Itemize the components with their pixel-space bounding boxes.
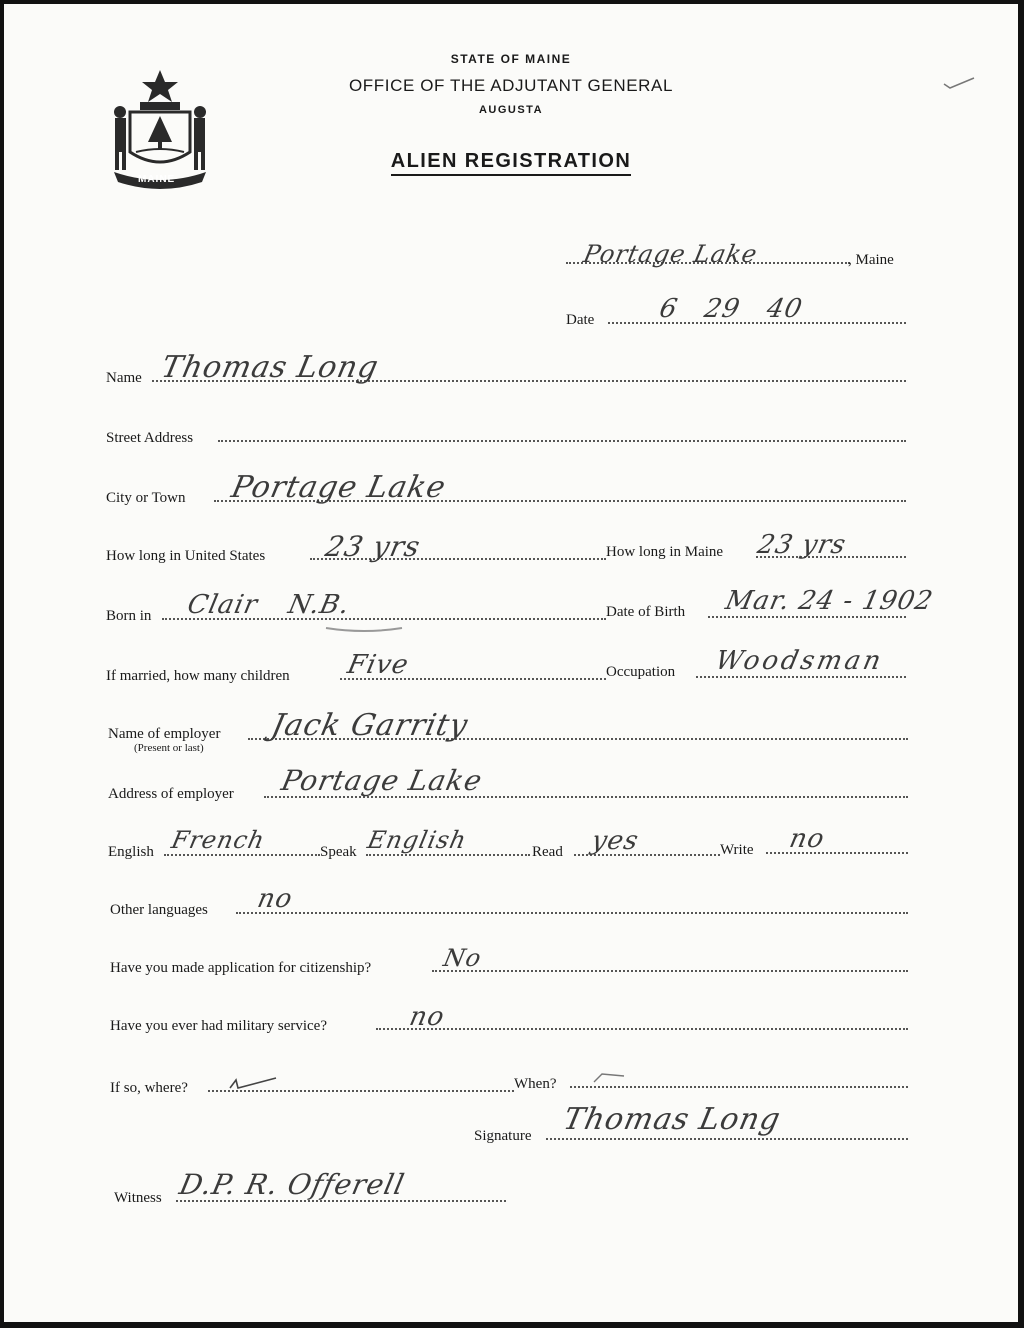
- employer-label: Name of employer: [108, 726, 221, 742]
- where-label: If so, where?: [110, 1080, 188, 1096]
- form-title: ALIEN REGISTRATION: [4, 150, 1018, 173]
- when-line: [570, 1086, 908, 1088]
- signature-line: [546, 1138, 908, 1140]
- how-long-maine-label: How long in Maine: [606, 544, 724, 560]
- check-mark-icon: [942, 76, 976, 90]
- military-label: Have you ever had military service?: [110, 1018, 327, 1034]
- citizenship-label: Have you made application for citizenship?: [110, 960, 372, 976]
- name-label: Name: [106, 370, 142, 386]
- born-in-value: Clair N.B.: [184, 590, 353, 620]
- other-languages-value: no: [254, 884, 296, 914]
- registration-form-page: [4, 4, 1018, 1322]
- date-of-birth-line: [708, 616, 906, 618]
- employer-address-value: Portage Lake: [278, 764, 486, 797]
- military-line: [376, 1028, 908, 1030]
- witness-label: Witness: [114, 1190, 162, 1206]
- signature-value: Thomas Long: [560, 1102, 784, 1137]
- write-value: no: [786, 824, 828, 854]
- city-label: City or Town: [106, 490, 186, 506]
- when-label: When?: [514, 1076, 557, 1092]
- city-heading: AUGUSTA: [478, 104, 544, 116]
- pencil-underline-mark: [324, 622, 404, 634]
- children-label: If married, how many children: [106, 668, 290, 684]
- english-value: French: [169, 826, 268, 854]
- name-value: Thomas Long: [158, 350, 382, 385]
- read-label: Read: [532, 844, 563, 860]
- employer-sublabel: (Present or last): [134, 742, 204, 754]
- date-of-birth-label: Date of Birth: [606, 604, 686, 620]
- date-value: 6 29 40: [656, 294, 806, 324]
- citizenship-line: [432, 970, 908, 972]
- street-address-line: [218, 440, 906, 442]
- witness-value: D.P. R. Offerell: [176, 1168, 408, 1201]
- military-value: no: [406, 1002, 448, 1032]
- speak-line: [366, 854, 530, 856]
- occupation-value: Woodsman: [712, 646, 887, 676]
- how-long-maine-value: 23 yrs: [754, 530, 850, 560]
- city-value: Portage Lake: [228, 470, 450, 505]
- how-long-us-value: 23 yrs: [322, 530, 424, 563]
- english-line: [164, 854, 320, 856]
- place-value: Portage Lake: [581, 240, 761, 268]
- when-tick-mark: [592, 1070, 626, 1084]
- date-label: Date: [566, 312, 595, 328]
- occupation-line: [696, 676, 906, 678]
- office-heading: OFFICE OF THE ADJUTANT GENERAL: [348, 76, 674, 95]
- street-address-label: Street Address: [106, 430, 194, 446]
- other-languages-line: [236, 912, 908, 914]
- citizenship-value: No: [441, 944, 485, 972]
- maine-label: , Maine: [848, 252, 894, 268]
- read-value: yes: [588, 826, 642, 856]
- write-label: Write: [720, 842, 754, 858]
- how-long-us-label: How long in United States: [106, 548, 266, 564]
- seal-scroll-text: MAINE: [138, 174, 176, 185]
- speak-label: Speak: [320, 844, 357, 860]
- state-heading: STATE OF MAINE: [450, 52, 572, 66]
- occupation-label: Occupation: [606, 664, 676, 680]
- employer-address-label: Address of employer: [108, 786, 234, 802]
- other-languages-label: Other languages: [110, 902, 208, 918]
- where-tick-mark: [226, 1072, 278, 1092]
- born-in-label: Born in: [106, 608, 152, 624]
- english-label: English: [108, 844, 154, 860]
- speak-value: English: [365, 826, 470, 854]
- children-value: Five: [344, 650, 412, 680]
- date-of-birth-value: Mar. 24 - 1902: [722, 586, 936, 616]
- employer-value: Jack Garrity: [268, 708, 472, 743]
- signature-label: Signature: [474, 1128, 532, 1144]
